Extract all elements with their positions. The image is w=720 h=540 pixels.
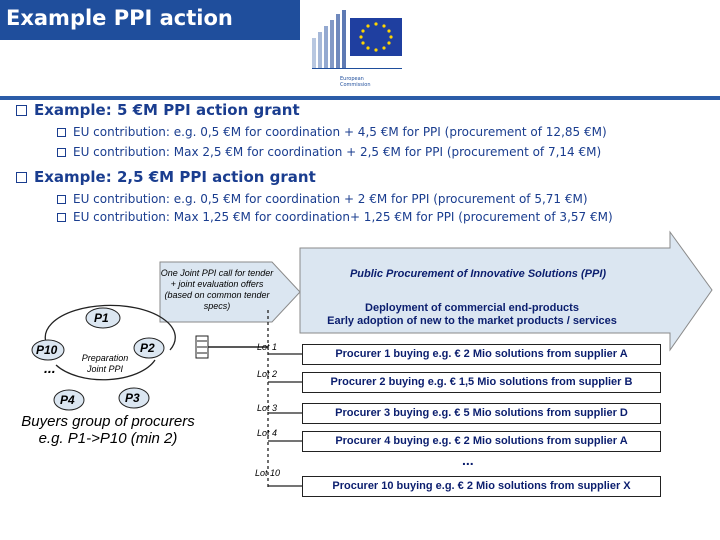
- bullet-text: EU contribution: Max 2,5 €M for coordination + 2,5 €M for PPI (procurement of 7,14 €M): [73, 145, 602, 159]
- node-label: P3: [125, 391, 140, 405]
- bullet-text: EU contribution: Max 1,25 €M for coordination+ 1,25 €M for PPI (procurement of 3,57 €M): [73, 210, 613, 224]
- lot-label: Lot 10: [255, 468, 281, 478]
- node-label: P10: [36, 343, 58, 357]
- lot-label: Lot 2: [257, 369, 278, 379]
- procurer-box: Procurer 2 buying e.g. € 1,5 Mio solutions from supplier B: [302, 372, 661, 393]
- node-label: P2: [140, 341, 155, 355]
- section-heading-text: Example: 5 €M PPI action grant: [34, 101, 300, 119]
- lot-label: Lot 3: [257, 403, 278, 413]
- node-label: P1: [94, 311, 109, 325]
- procurer-ellipsis: ...: [462, 452, 474, 468]
- buyers-caption: Buyers group of procurers e.g. P1->P10 (min 2): [21, 413, 195, 447]
- procurer-box: Procurer 3 buying e.g. € 5 Mio solutions from supplier D: [302, 403, 661, 424]
- section-heading-text: Example: 2,5 €M PPI action grant: [34, 168, 316, 186]
- logo-line: Commission: [340, 82, 371, 88]
- arrow-title: Public Procurement of Innovative Solutions (PPI): [349, 268, 607, 280]
- logo-line: European: [340, 76, 364, 82]
- lot-label: Lot 1: [257, 342, 278, 352]
- bullet-text: EU contribution: e.g. 0,5 €M for coordination + 2 €M for PPI (procurement of 5,71 €M): [73, 192, 588, 206]
- arrow-subtitle: Deployment of commercial end-products: [365, 302, 579, 314]
- procurer-box: Procurer 10 buying e.g. € 2 Mio solutions from supplier X: [302, 476, 661, 497]
- ppi-arrow: [300, 232, 712, 350]
- bullet-text: EU contribution: e.g. 0,5 €M for coordination + 4,5 €M for PPI (procurement of 12,85 €M): [73, 125, 607, 139]
- prep-label: Preparation Joint PPI: [81, 353, 129, 374]
- node-ellipsis: ...: [44, 360, 56, 376]
- lot-label: Lot 4: [257, 428, 278, 438]
- procurer-box: Procurer 4 buying e.g. € 2 Mio solutions from supplier A: [302, 431, 661, 452]
- arrow-subtitle: Early adoption of new to the market products / services: [327, 315, 617, 327]
- page-title: Example PPI action: [6, 6, 233, 30]
- callout-text: One Joint PPI call for tender + joint evaluation offers (based on common tender specs): [160, 268, 274, 311]
- node-label: P4: [60, 393, 75, 407]
- procurer-box: Procurer 1 buying e.g. € 2 Mio solutions from supplier A: [302, 344, 661, 365]
